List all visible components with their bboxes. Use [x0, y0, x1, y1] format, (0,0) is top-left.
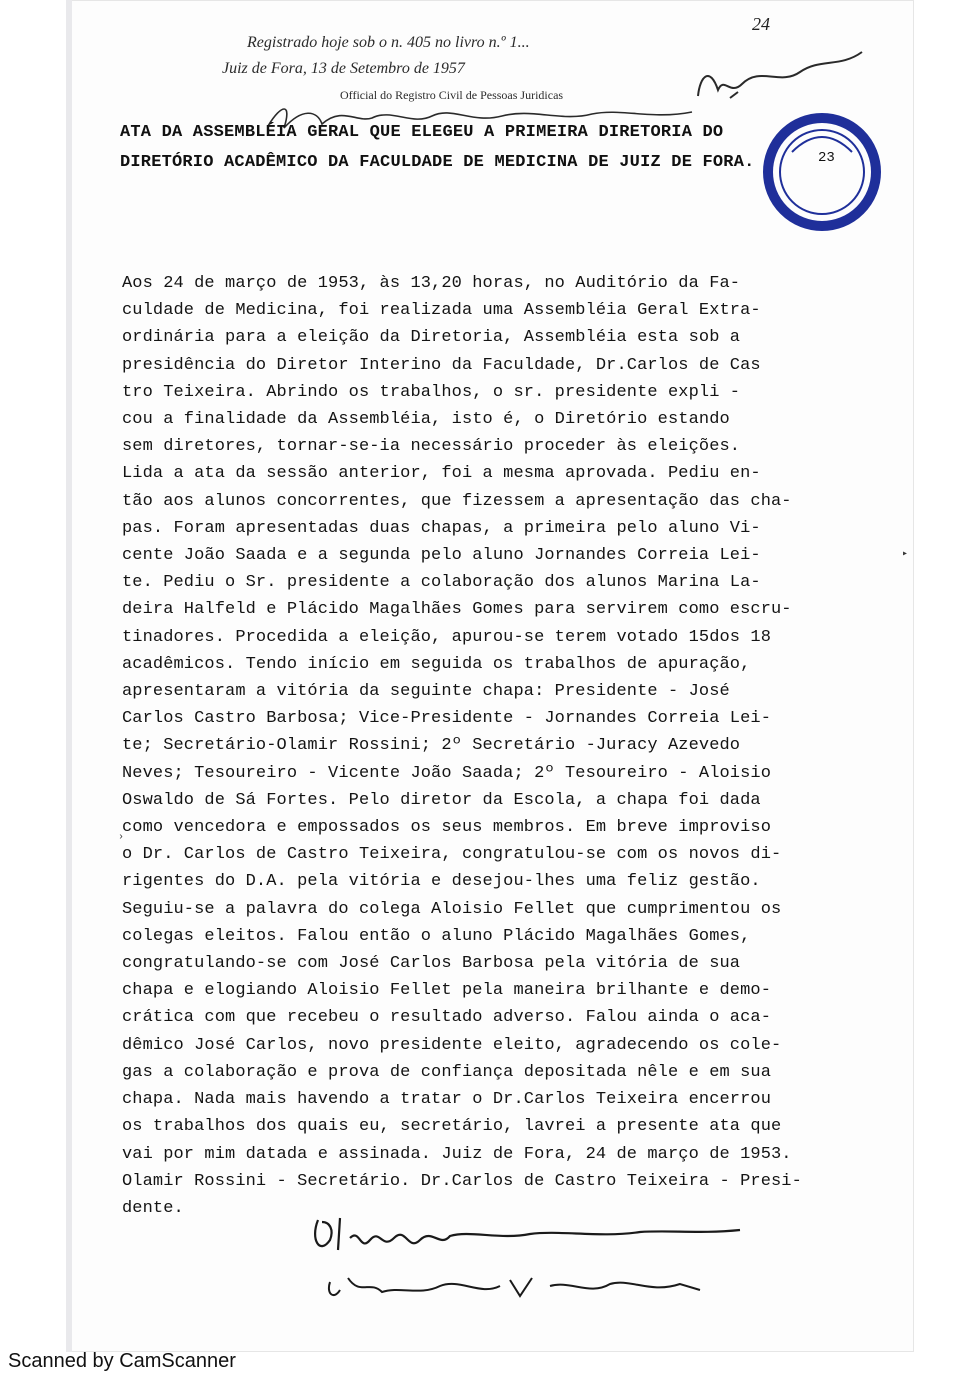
margin-mark: ›: [118, 832, 125, 843]
heading-line-2: DIRETÓRIO ACADÊMICO DA FACULDADE DE MEDICINA DE JUIZ DE FORA.: [120, 153, 755, 172]
registration-line-2: Juiz de Fora, 13 de Setembro de 1957: [222, 60, 465, 77]
body-line: presidência do Diretor Interino da Faculdade, Dr.Carlos de Cas: [122, 355, 761, 375]
body-line: cente João Saada e a segunda pelo aluno Jornandes Correia Lei-: [122, 546, 761, 566]
body-line: como vencedora e empossados os seus membros. Em breve improviso: [122, 818, 772, 838]
body-line: tro Teixeira. Abrindo os trabalhos, o sr. presidente expli -: [122, 382, 741, 402]
seal-number: 23: [818, 150, 835, 166]
body-line: Lida a ata da sessão anterior, foi a mesma aprovada. Pediu en-: [122, 464, 761, 484]
body-line: tão aos alunos concorrentes, que fizessem a apresentação das cha-: [122, 491, 792, 511]
document-heading: [120, 118, 840, 178]
body-line: os trabalhos dos quais eu, secretário, lavrei a presente ata que: [122, 1117, 782, 1137]
body-line: o Dr. Carlos de Castro Teixeira, congratulou-se com os novos di-: [122, 845, 782, 865]
body-line: apresentaram a vitória da seguinte chapa: Presidente - José: [122, 682, 730, 702]
body-line: ordinária para a eleição da Diretoria, Assembléia esta sob a: [122, 328, 741, 348]
body-line: crática com que recebeu o resultado adverso. Falou ainda o aca-: [122, 1008, 772, 1028]
body-line: Olamir Rossini - Secretário. Dr.Carlos de Castro Teixeira - Presi-: [122, 1171, 802, 1191]
body-line: Aos 24 de março de 1953, às 13,20 horas, no Auditório da Fa-: [122, 274, 741, 293]
body-line: vai por mim datada e assinada. Juiz de Fora, 24 de março de 1953.: [122, 1144, 792, 1164]
body-line: Oswaldo de Sá Fortes. Pelo diretor da Escola, a chapa foi dada: [122, 790, 761, 810]
registration-line-1: Registrado hoje sob o n. 405 no livro n.º 1...: [247, 34, 530, 51]
body-line: congratulando-se com José Carlos Barbosa pela vitória de sua: [122, 954, 741, 974]
body-line: chapa. Nada mais havendo a tratar o Dr.Carlos Teixeira encerrou: [122, 1090, 772, 1110]
body-line: rigentes do D.A. pela vitória e desejou-lhes uma feliz gestão.: [122, 872, 761, 892]
body-line: culdade de Medicina, foi realizada uma Assembléia Geral Extra-: [122, 301, 761, 321]
body-line: tinadores. Procedida a eleição, apurou-se terem votado 15dos 18: [122, 627, 772, 647]
body-line: Seguiu-se a palavra do colega Aloisio Fellet que cumprimentou os: [122, 899, 782, 919]
signatures: [300, 1200, 760, 1310]
page-edge: [66, 0, 72, 1352]
minutes-body: [122, 270, 892, 1222]
body-line: deira Halfeld e Plácido Magalhães Gomes para servirem como escru-: [122, 600, 792, 620]
page-number: 24: [752, 14, 770, 34]
scanner-footer: Scanned by CamScanner: [8, 1350, 236, 1372]
registration-line-3: Official do Registro Civil de Pessoas Juridicas: [340, 88, 564, 102]
top-right-signature: [690, 46, 880, 106]
body-line: dêmico José Carlos, novo presidente eleito, agradecendo os cole-: [122, 1035, 782, 1055]
body-line: Carlos Castro Barbosa; Vice-Presidente - Jornandes Correia Lei-: [122, 709, 772, 729]
body-line: te. Pediu o Sr. presidente a colaboração dos alunos Marina La-: [122, 573, 761, 593]
body-line: colegas eleitos. Falou então o aluno Plácido Magalhães Gomes,: [122, 926, 751, 946]
body-line: acadêmicos. Tendo início em seguida os trabalhos de apuração,: [122, 654, 751, 674]
body-line: te; Secretário-Olamir Rossini; 2º Secretário -Juracy Azevedo: [122, 736, 741, 756]
body-line: cou a finalidade da Assembléia, isto é, o Diretório estando: [122, 410, 730, 430]
body-line: Neves; Tesoureiro - Vicente João Saada; 2º Tesoureiro - Aloisio: [122, 763, 772, 783]
secretary-signature: [315, 1218, 740, 1250]
body-line: chapa e elogiando Aloisio Fellet pela maneira brilhante e demo-: [122, 981, 772, 1001]
body-line: pas. Foram apresentadas duas chapas, a primeira pelo aluno Vi-: [122, 518, 761, 538]
body-line: dente.: [122, 1198, 184, 1218]
body-line: gas a colaboração e prova de confiança depositada nêle e em sua: [122, 1062, 772, 1082]
president-signature: [329, 1278, 700, 1296]
margin-mark: ▸: [902, 549, 909, 560]
heading-line-1: ATA DA ASSEMBLÉIA GERAL QUE ELEGEU A PRIMEIRA DIRETORIA DO: [120, 123, 724, 142]
body-line: sem diretores, tornar-se-ia necessário proceder às eleições.: [122, 437, 741, 457]
